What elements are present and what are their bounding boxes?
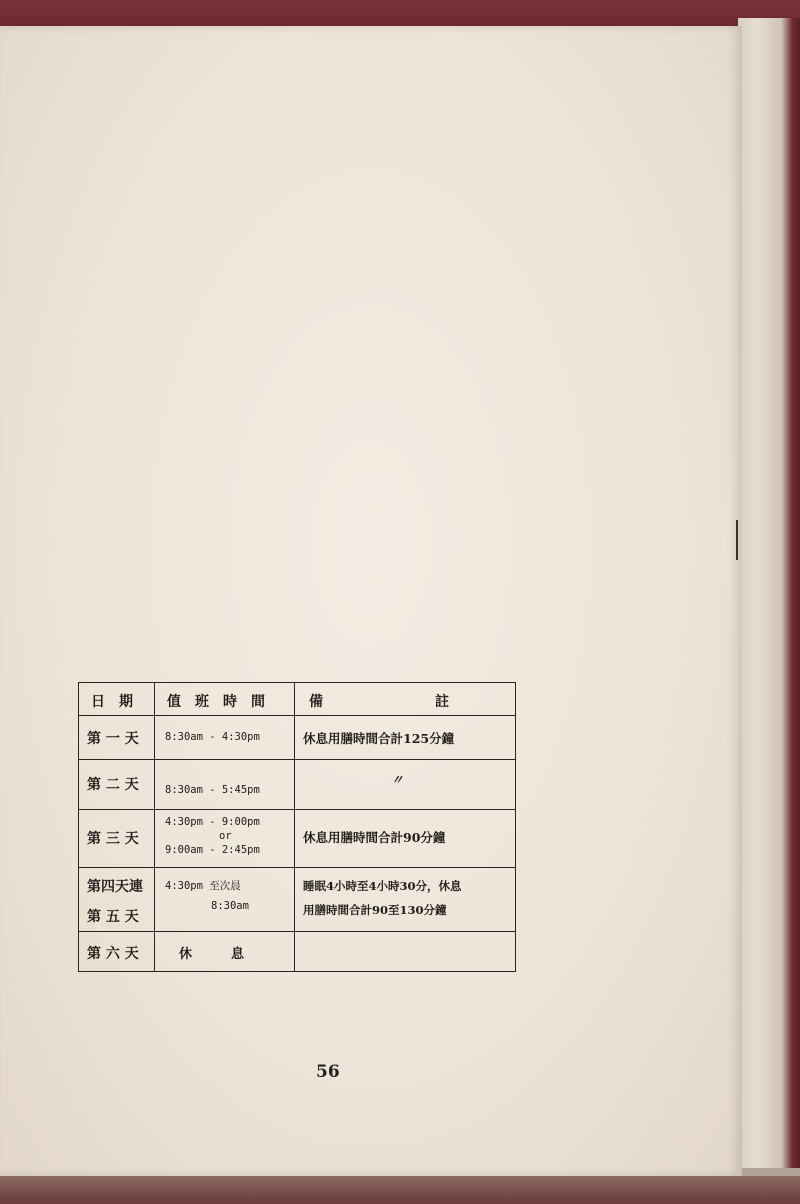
row-time-line1: 4:30pm 至次晨: [165, 880, 241, 892]
book-page-edges: [738, 18, 800, 1168]
table-row: [79, 715, 515, 759]
book-cover-bottom: [0, 1176, 800, 1204]
row-date-line2: 第 五 天: [87, 909, 139, 925]
row-note-line2: 用膳時間合計90至130分鐘: [303, 903, 447, 917]
book-cover-top: [0, 0, 800, 26]
header-time: 值 班 時 間: [167, 694, 265, 710]
table-header-row: [79, 683, 515, 715]
header-date: 日 期: [91, 694, 133, 710]
header-note: 備 註: [309, 694, 449, 710]
book-page: [0, 26, 742, 1176]
row-note-line1: 睡眠4小時至4小時30分，休息: [303, 879, 462, 893]
table-row: [79, 867, 515, 931]
table-row: [79, 931, 515, 971]
row-date: 第 二 天: [87, 777, 139, 793]
row-note-ditto: 〃: [391, 772, 404, 787]
table-row: [79, 759, 515, 809]
row-note: 休息用膳時間合計125分鐘: [303, 731, 455, 746]
row-time-line2: 8:30am: [211, 900, 249, 912]
row-date: 第 三 天: [87, 831, 139, 847]
shift-schedule-table: [78, 682, 516, 972]
row-time-line1: 4:30pm - 9:00pm: [165, 816, 260, 828]
page-number: 56: [316, 1062, 340, 1082]
gutter-mark: [736, 520, 738, 560]
row-date: 第 六 天: [87, 946, 139, 962]
table-row: [79, 809, 515, 867]
row-time: 8:30am - 4:30pm: [165, 731, 260, 743]
row-note: 休息用膳時間合計90分鐘: [303, 830, 446, 845]
row-date: 第 一 天: [87, 731, 139, 747]
row-time-or: or: [219, 830, 232, 842]
row-time: 8:30am - 5:45pm: [165, 784, 260, 796]
row-time-line2: 9:00am - 2:45pm: [165, 844, 260, 856]
row-time: 休 息: [179, 947, 245, 962]
row-date-line1: 第四天連: [87, 879, 143, 895]
